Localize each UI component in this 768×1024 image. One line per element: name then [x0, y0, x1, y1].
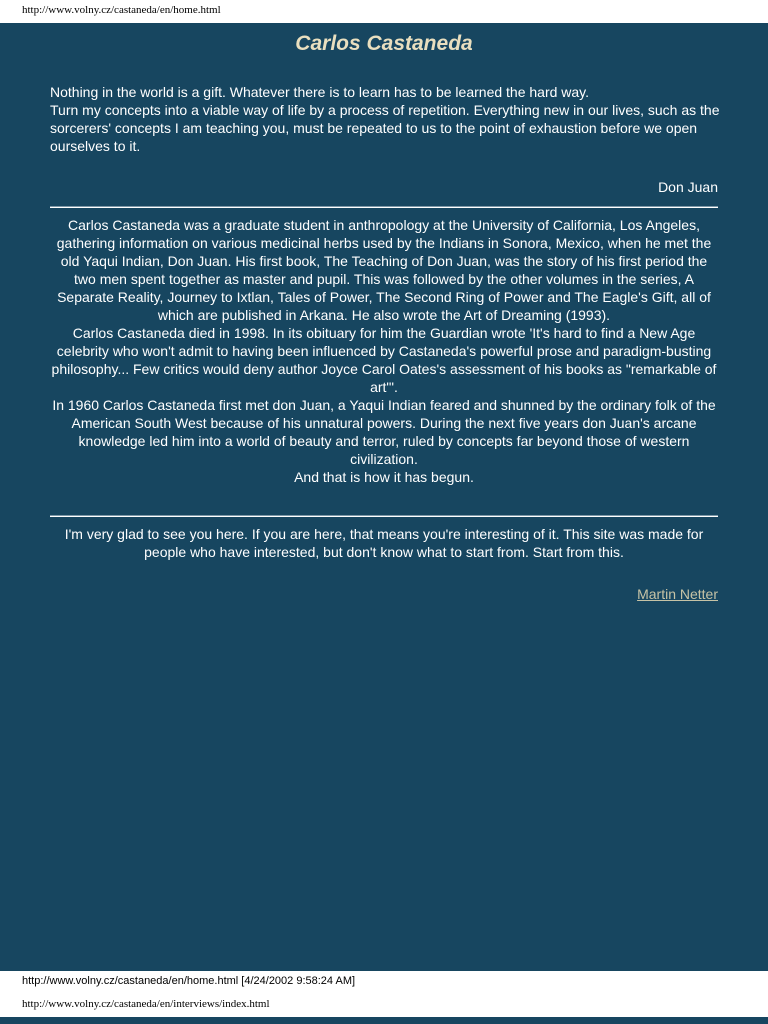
- next-page-content: [0, 1017, 768, 1024]
- page-url-header: http://www.volny.cz/castaneda/en/home.html: [22, 4, 221, 16]
- welcome-text: I'm very glad to see you here. If you are here, that means you're interesting of it. This site was made for people who have interested, but don't know what to start from. Start from this.: [64, 526, 704, 560]
- author-link[interactable]: Martin Netter: [637, 586, 718, 602]
- page-content: [0, 23, 768, 971]
- bio-block: [50, 216, 718, 486]
- quote-line: Nothing in the world is a gift. Whatever there is to learn has to be learned the hard way.: [50, 84, 590, 100]
- signature: [50, 585, 718, 603]
- bio-paragraph: In 1960 Carlos Castaneda first met don Juan, a Yaqui Indian feared and shunned by the ordinary folk of the American South West because of his unnatural powers. During the next five years don Juan's arcane knowledge led him into a world of beauty and terror, ruled by concepts far beyond those of western civilization.: [52, 397, 716, 467]
- horizontal-divider: [50, 206, 718, 208]
- bio-paragraph: Carlos Castaneda died in 1998. In its obituary for him the Guardian wrote 'It's hard to find a New Age celebrity who won't admit to having been influenced by Castaneda's powerful prose and paradigm-busting philosophy... Few critics would deny author Joyce Carol Oates's assessment of his books as "remarkable of art"'.: [51, 325, 717, 395]
- page-title: Carlos Castaneda: [295, 32, 473, 55]
- horizontal-divider: [50, 515, 718, 517]
- bio-paragraph: And that is how it has begun.: [294, 469, 474, 485]
- page-url-footer: http://www.volny.cz/castaneda/en/home.html [4/24/2002 9:58:24 AM]: [22, 975, 356, 987]
- bio-paragraph: Carlos Castaneda was a graduate student in anthropology at the University of California, Los Angeles, gathering information on various medicinal herbs used by the Indians in Sonora, Mexico, when he met the old Yaqui Indian, Don Juan. His first book, The Teaching of Don Juan, was the story of his first period the two men spent together as master and pupil. This was followed by the other volumes in the series, A Separate Reality, Journey to Ixtlan, Tales of Power, The Second Ring of Power and The Eagle's Gift, all of which are published in Arkana. He also wrote the Art of Dreaming (1993).: [56, 217, 712, 323]
- quote-line: Turn my concepts into a viable way of life by a process of repetition. Everything new in our lives, such as the sorcerers' concepts I am teaching you, must be repeated to us to the point of exhaustion before we open ourselves to it.: [50, 102, 720, 154]
- quote-block: [50, 83, 730, 155]
- quote-author: Don Juan: [658, 179, 718, 195]
- next-page-url-header: http://www.volny.cz/castaneda/en/interviews/index.html: [22, 998, 270, 1010]
